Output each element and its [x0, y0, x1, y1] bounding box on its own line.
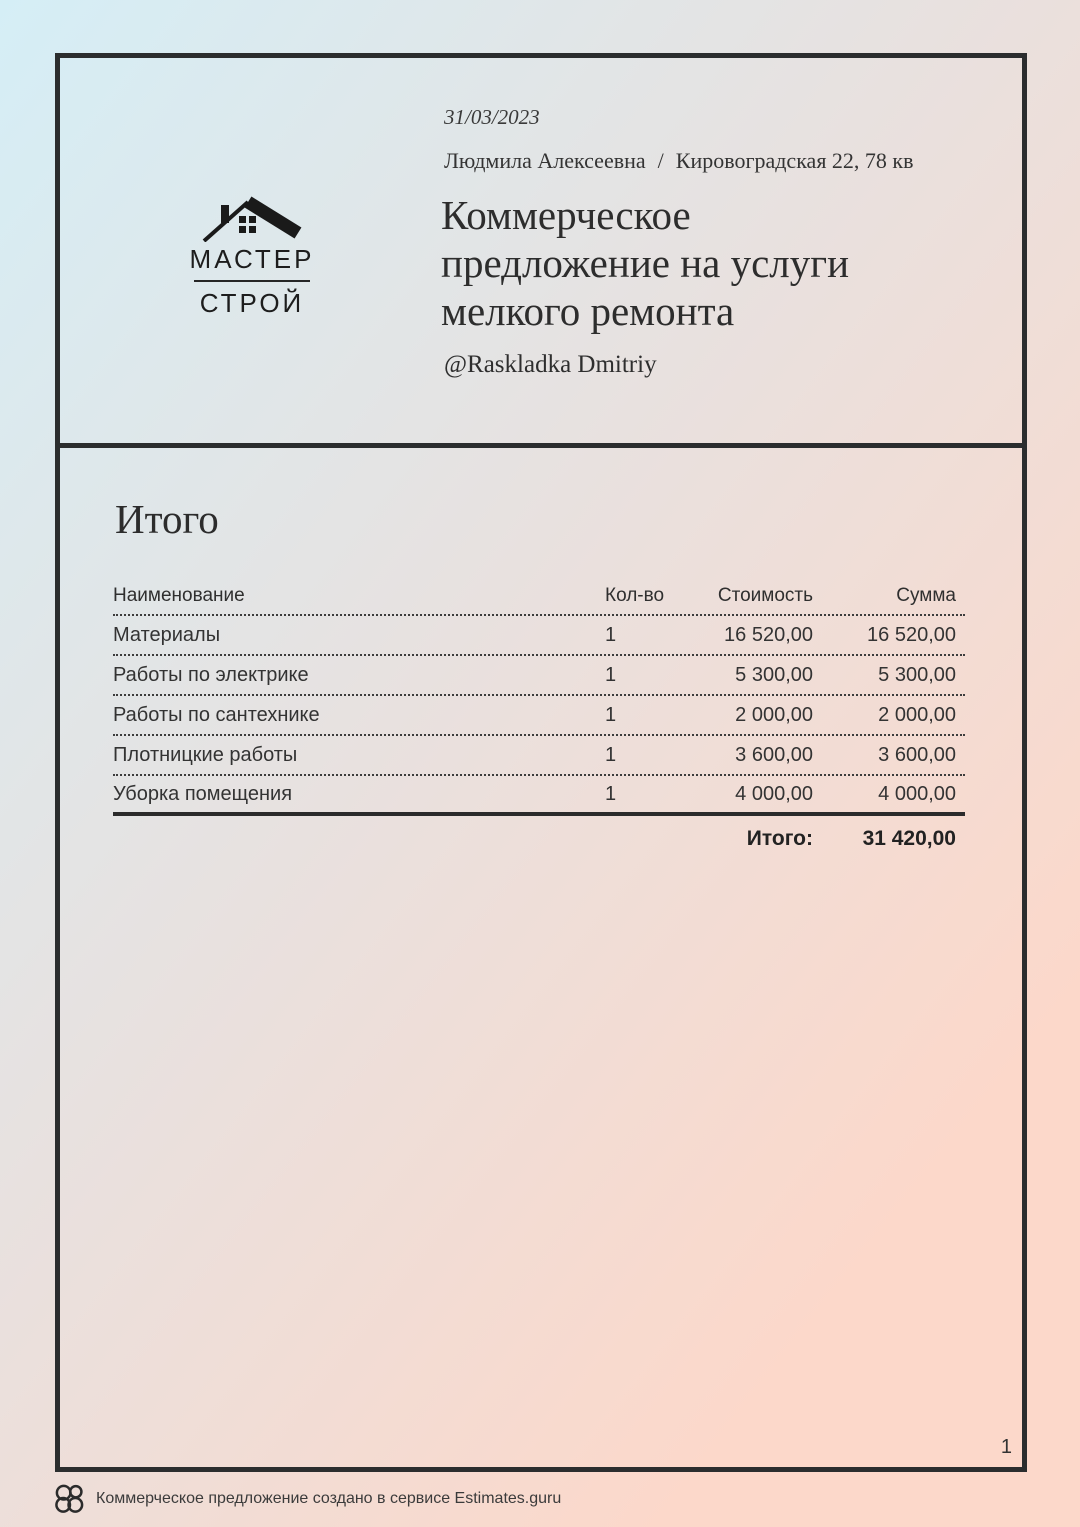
page-number: 1: [1000, 1436, 1012, 1458]
total-label: Итого:: [746, 827, 813, 850]
footer: [54, 1483, 561, 1514]
header-qty: Кол-во: [605, 584, 665, 606]
table-total-row: [113, 816, 965, 862]
cell-price: 5 300,00: [735, 663, 813, 686]
cell-price: 3 600,00: [735, 743, 813, 766]
title-line-3: мелкого ремонта: [441, 288, 735, 334]
logo-text-stroy: СТРОЙ: [199, 288, 305, 318]
cell-name: Работы по электрике: [113, 663, 309, 686]
header-sum: Сумма: [896, 584, 956, 606]
cell-name: Материалы: [113, 623, 221, 646]
cell-sum: 16 520,00: [867, 623, 956, 646]
table-header-row: [113, 577, 965, 616]
clover-logo-icon: [54, 1483, 85, 1514]
footer-service-text: Коммерческое предложение создано в сервисе Estimates.guru: [96, 1489, 562, 1507]
total-value: 31 420,00: [862, 827, 956, 850]
title-line-2: предложение на услуги: [441, 240, 850, 286]
cell-price: 16 520,00: [724, 623, 813, 646]
client-name: Людмила Алексеевна: [444, 148, 646, 173]
client-line: [444, 148, 914, 174]
cell-price: 2 000,00: [735, 703, 813, 726]
document-date: 31/03/2023: [444, 105, 540, 129]
table-row: [113, 736, 965, 776]
table-row: [113, 696, 965, 736]
cell-sum: 2 000,00: [878, 703, 956, 726]
cell-price: 4 000,00: [735, 782, 813, 805]
cell-qty: 1: [605, 743, 617, 766]
client-separator: /: [657, 148, 664, 173]
cell-qty: 1: [605, 623, 617, 646]
header-divider-line: [55, 443, 1027, 448]
client-address: Кировоградская 22, 78 кв: [675, 148, 914, 173]
summary-heading: Итого: [115, 496, 219, 542]
company-logo: [186, 192, 318, 319]
document-title: [441, 191, 849, 335]
table-row: [113, 656, 965, 696]
table-row: [113, 616, 965, 656]
cell-qty: 1: [605, 703, 617, 726]
logo-text-master: МАСТЕР: [189, 244, 315, 274]
cell-qty: 1: [605, 782, 617, 805]
cell-qty: 1: [605, 663, 617, 686]
table-row: [113, 776, 965, 816]
cell-sum: 5 300,00: [878, 663, 956, 686]
items-table: [113, 577, 965, 862]
logo-rule: [194, 280, 310, 282]
house-icon: [192, 192, 312, 242]
cell-name: Плотницкие работы: [113, 743, 298, 766]
cell-sum: 3 600,00: [878, 743, 956, 766]
title-line-1: Коммерческое: [441, 192, 691, 238]
author-handle: @Raskladka Dmitriy: [444, 351, 657, 378]
header-name: Наименование: [113, 584, 245, 606]
cell-sum: 4 000,00: [878, 782, 956, 805]
header-price: Стоимость: [717, 584, 813, 606]
cell-name: Уборка помещения: [113, 782, 293, 805]
cell-name: Работы по сантехнике: [113, 703, 320, 726]
